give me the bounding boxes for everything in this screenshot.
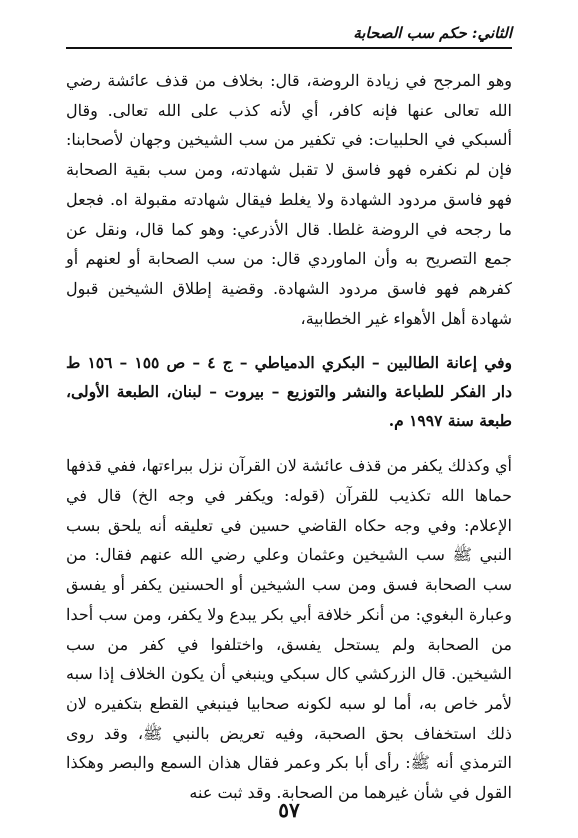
- page-number: ٥٧: [278, 798, 300, 822]
- page-body: [66, 66, 512, 808]
- running-title: الثاني: حكم سب الصحابة: [353, 24, 512, 42]
- body-paragraph-1: وهو المرجح في زيادة الروضة، قال: بخلاف من قذف عائشة رضي الله تعالى عنها فإنه كافر، أي لأنه كذب على الله تعالى. وقال ألسبكي في الحلبيات: في تكفير من سب الشيخين وجهان لأصحابنا: فإن لم نكفره فهو فاسق لا تقبل شهادته، ومن سب بقية الصحابة فهو فاسق مردود الشهادة ولا يغلط فيقال شهادته مقبولة اه. فجعل ما رجحه في الروضة غلطا. قال الأذرعي: وهو كما قال، ونقل عن جمع التصريح به وأن الماوردي قال: من سب الصحابة أو لعنهم أو كفرهم فهو فاسق مردود الشهادة. وقضية إطلاق الشيخين قبول شهادة أهل الأهواء غير الخطابية،: [66, 71, 512, 328]
- header-rule: [66, 47, 512, 49]
- reference-note: وفي إعانة الطالبين – البكري الدمياطي – ج ٤ – ص ١٥٥ – ١٥٦ ط دار الفكر للطباعة والنشر والتوزيع – بيروت – لبنان، الطبعة الأولى، طبعة سنة ١٩٩٧ م.: [66, 353, 513, 431]
- body-paragraph-2: أي وكذلك يكفر من قذف عائشة لان القرآن نزل ببراءتها، ففي قذفها حماها الله تكذيب للقرآن (قوله: ويكفر في وجه الخ) قال في الإعلام: وفي وجه حكاه القاضي حسين في تعليقه أنه يلحق بسب النبي ﷺ سب الشيخين وعثمان وعلي رضي الله عنهم فقال: من سب الصحابة فسق ومن سب الشيخين أو الحسنين يكفر أو يفسق وعبارة البغوي: من أنكر خلافة أبي بكر يبدع ولا يكفر، ومن سب أحدا من الصحابة ولم يستحل يفسق، واختلفوا في كفر من سب الشيخين. قال الزركشي كال سبكي وينبغي أن يكون الخلاف إذا سبه لأمر خاص به، أما لو سبه لكونه صحابيا فينبغي القطع بتكفيره لان ذلك استخفاف بحق الصحبة، وفيه تعريض بالنبي ﷺ، وقد روى الترمذي أنه ﷺ: رأى أبا بكر وعمر فقال هذان السمع والبصر وهكذا القول في شأن غيرهما من الصحابة. وقد ثبت عنه: [66, 456, 512, 803]
